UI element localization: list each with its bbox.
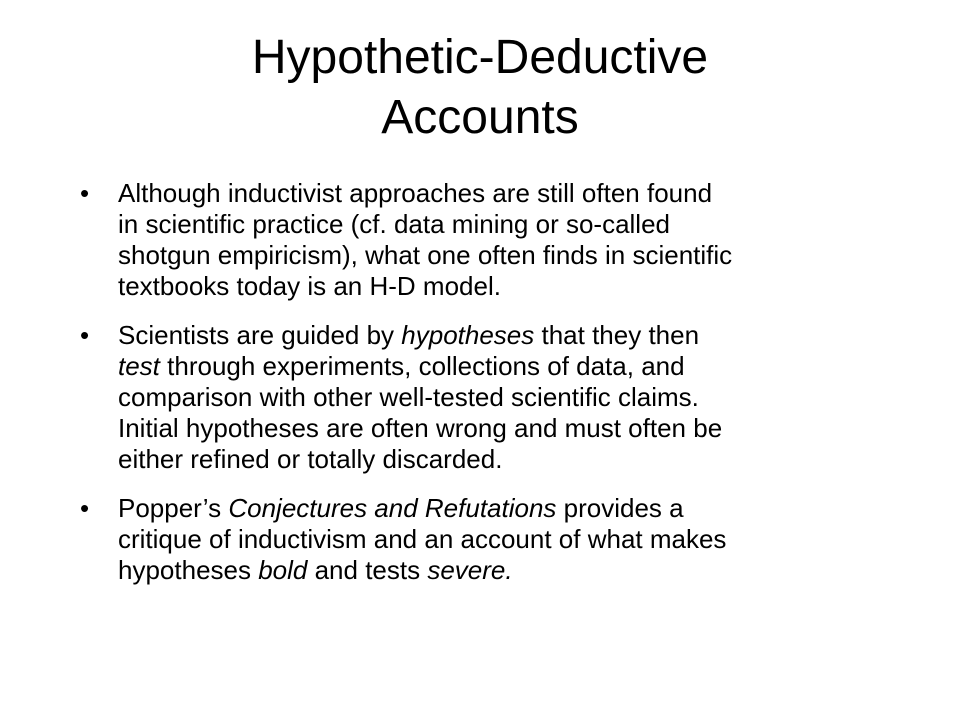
- bullet-line: [118, 178, 890, 209]
- bullet-text: in scientific practice (cf. data mining or so-called: [118, 209, 671, 239]
- bullet-text: comparison with other well-tested scientific claims.: [118, 382, 699, 412]
- bullet-line: [118, 240, 890, 271]
- emphasized-text: Conjectures and Refutations: [228, 493, 557, 523]
- bullet-text: shotgun empiricism), what one often finds in scientific: [118, 240, 733, 270]
- emphasized-text: severe.: [427, 555, 513, 585]
- bullet-item: [80, 320, 890, 475]
- bullet-list: [80, 178, 890, 604]
- bullet-text: through experiments, collections of data, and: [159, 351, 685, 381]
- bullet-text: that they then: [534, 320, 700, 350]
- bullet-line: [118, 209, 890, 240]
- emphasized-text: hypotheses: [401, 320, 535, 350]
- title-line: Accounts: [381, 91, 579, 144]
- bullet-marker: •: [80, 178, 90, 208]
- bullet-text: Popper’s: [118, 493, 229, 523]
- bullet-line: [118, 493, 890, 524]
- bullet-line: [118, 351, 890, 382]
- bullet-line: [118, 413, 890, 444]
- bullet-marker: •: [80, 320, 90, 350]
- bullet-text: critique of inductivism and an account of what makes: [118, 524, 727, 554]
- emphasized-text: test: [118, 351, 160, 381]
- bullet-text: either refined or totally discarded.: [118, 444, 503, 474]
- bullet-text: Initial hypotheses are often wrong and must often be: [118, 413, 723, 443]
- bullet-item: [80, 493, 890, 586]
- title-line: Hypothetic-Deductive: [251, 31, 709, 84]
- bullet-text: Although inductivist approaches are still often found: [118, 178, 713, 208]
- slide-title: [80, 28, 880, 148]
- bullet-marker: •: [80, 493, 90, 523]
- bullet-line: [118, 444, 890, 475]
- bullet-text: Scientists are guided by: [118, 320, 402, 350]
- bullet-line: [118, 320, 890, 351]
- emphasized-text: bold: [258, 555, 308, 585]
- bullet-line: [118, 555, 890, 586]
- bullet-text: textbooks today is an H-D model.: [118, 271, 501, 301]
- bullet-text: provides a: [556, 493, 684, 523]
- bullet-line: [118, 524, 890, 555]
- bullet-text: hypotheses: [118, 555, 259, 585]
- bullet-item: [80, 178, 890, 302]
- bullet-line: [118, 271, 890, 302]
- bullet-text: and tests: [307, 555, 428, 585]
- bullet-line: [118, 382, 890, 413]
